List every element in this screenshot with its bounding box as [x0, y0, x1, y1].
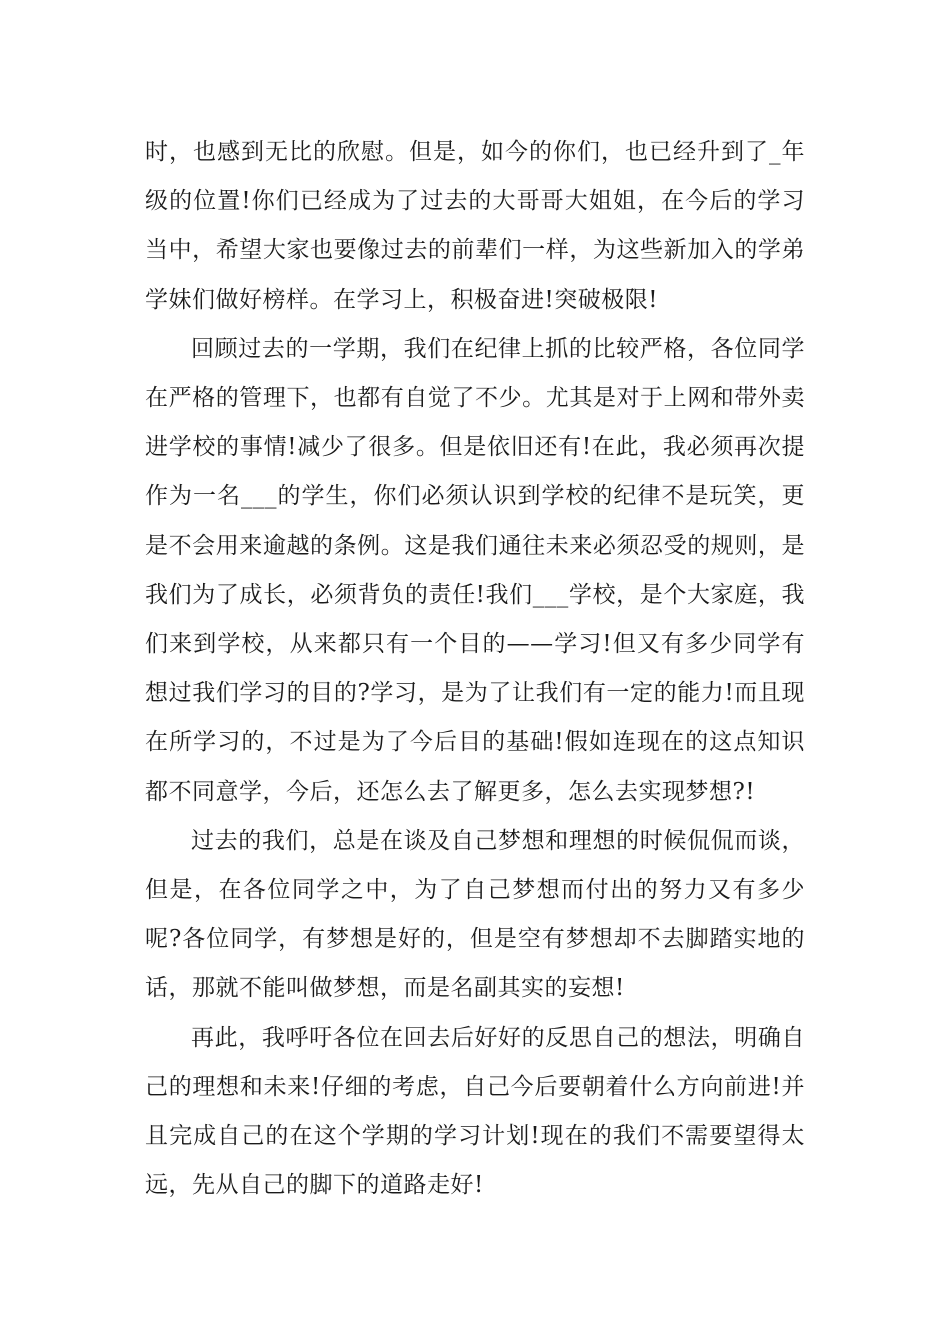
paragraph-1: 时，也感到无比的欣慰。但是，如今的你们，也已经升到了_年级的位置!你们已经成为了过去的大哥哥大姐姐，在今后的学习当中，希望大家也要像过去的前辈们一样，为这些新加入的学弟学妹们做好榜样。在学习上，积极奋进!突破极限!: [145, 139, 805, 313]
document-body: [145, 128, 805, 1210]
paragraph-3: 过去的我们，总是在谈及自己梦想和理想的时候侃侃而谈，但是，在各位同学之中，为了自己梦想而付出的努力又有多少呢?各位同学，有梦想是好的，但是空有梦想却不去脚踏实地的话，那就不能叫做梦想，而是名副其实的妄想!: [145, 827, 805, 1002]
paragraph-4: 再此，我呼吁各位在回去后好好的反思自己的想法，明确自己的理想和未来!仔细的考虑，自己今后要朝着什么方向前进!并且完成自己的在这个学期的学习计划!现在的我们不需要望得太远，先从自己的脚下的道路走好!: [145, 1024, 805, 1199]
paragraph-2: 回顾过去的一学期，我们在纪律上抓的比较严格，各位同学在严格的管理下，也都有自觉了不少。尤其是对于上网和带外卖进学校的事情!减少了很多。但是依旧还有!在此，我必须再次提作为一名___的学生，你们必须认识到学校的纪律不是玩笑，更是不会用来逾越的条例。这是我们通往未来必须忍受的规则，是我们为了成长，必须背负的责任!我们___学校，是个大家庭，我们来到学校，从来都只有一个目的——学习!但又有多少同学有想过我们学习的目的?学习，是为了让我们有一定的能力!而且现在所学习的，不过是为了今后目的基础!假如连现在的这点知识都不同意学，今后，还怎么去了解更多，怎么去实现梦想?!: [145, 335, 805, 805]
